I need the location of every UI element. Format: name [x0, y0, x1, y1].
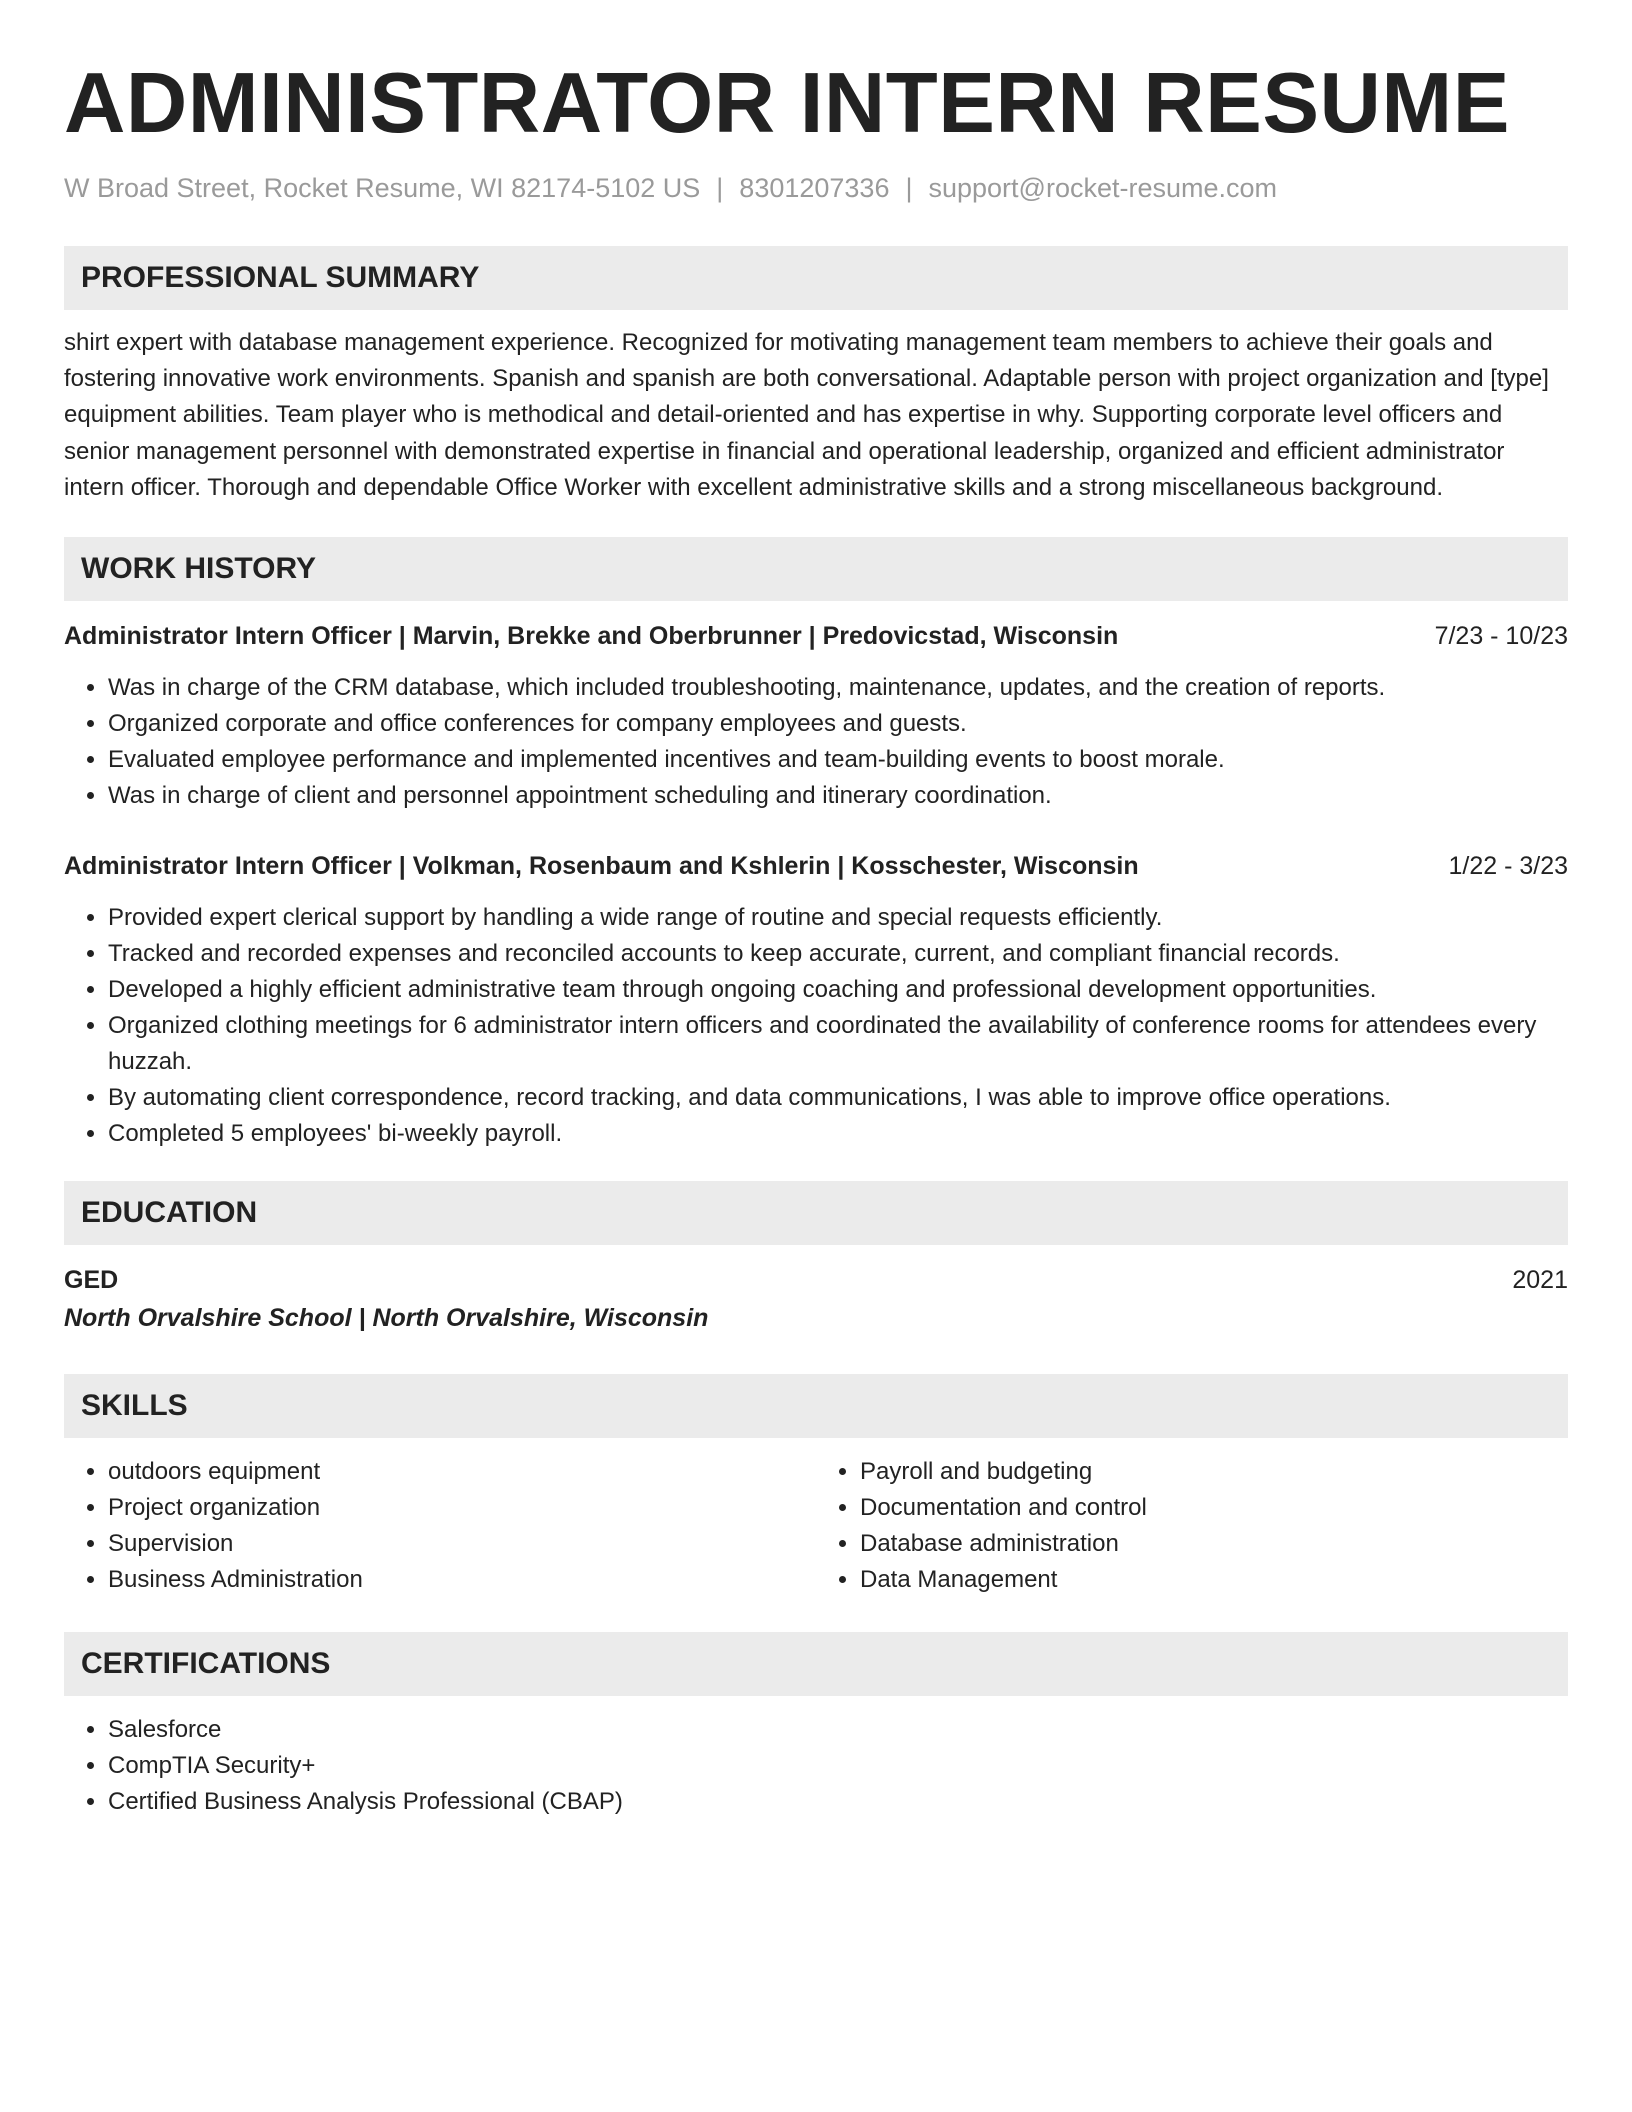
job-dates: 1/22 - 3/23	[1448, 852, 1568, 881]
certification-item: • Salesforce	[108, 1712, 1568, 1748]
job-bullet: • Developed a highly efficient administrative team through ongoing coaching and professional development opportunities.	[108, 972, 1568, 1008]
skill-item: • Project organization	[108, 1490, 816, 1526]
job-bullets	[64, 900, 1568, 1152]
job-bullet: • Provided expert clerical support by handling a wide range of routine and special requests efficiently.	[108, 900, 1568, 936]
skill-item: • Business Administration	[108, 1562, 816, 1598]
skills-section-header: SKILLS	[64, 1374, 1568, 1438]
education-entry	[64, 1261, 1568, 1337]
job-bullet: • Tracked and recorded expenses and reconciled accounts to keep accurate, current, and compliant financial records.	[108, 936, 1568, 972]
work-history-section-header: WORK HISTORY	[64, 537, 1568, 601]
job-bullet: • Was in charge of client and personnel appointment scheduling and itinerary coordination.	[108, 778, 1568, 814]
certification-item: • CompTIA Security+	[108, 1748, 1568, 1784]
summary-section-header: PROFESSIONAL SUMMARY	[64, 246, 1568, 310]
skills-grid	[64, 1454, 1568, 1598]
resume-title: ADMINISTRATOR INTERN RESUME	[64, 56, 1510, 151]
job-bullet: • Completed 5 employees' bi-weekly payroll.	[108, 1116, 1568, 1152]
education-year: 2021	[1512, 1266, 1568, 1295]
education-degree: GED	[64, 1266, 119, 1295]
skill-item: • Documentation and control	[860, 1490, 1568, 1526]
job-dates: 7/23 - 10/23	[1434, 622, 1568, 651]
skills-list-right	[816, 1454, 1568, 1598]
job-bullet: • Organized corporate and office conferences for company employees and guests.	[108, 706, 1568, 742]
education-row	[64, 1261, 1568, 1299]
contact-separator: |	[716, 173, 724, 203]
job-entry	[64, 848, 1568, 1152]
education-school: North Orvalshire School | North Orvalshire, Wisconsin	[64, 1304, 709, 1333]
certifications-list	[64, 1712, 1568, 1820]
skill-item: • Data Management	[860, 1562, 1568, 1598]
contact-separator: |	[905, 173, 913, 203]
summary-text: shirt expert with database management experience. Recognized for motivating management team members to achieve their goals and fostering innovative work environments. Spanish and spanish are both conversational. Adaptable person with project organization and [type] equipment abilities. Team player who is methodical and detail-oriented and has expertise in why. Supporting corporate level officers and senior management personnel with demonstrated expertise in financial and operational leadership, organized and efficient administrator intern officer. Thorough and dependable Office Worker with excellent administrative skills and a strong miscellaneous background.	[64, 329, 1549, 501]
contact-line	[64, 170, 1568, 206]
contact-address: W Broad Street, Rocket Resume, WI 82174-5102 US	[64, 173, 701, 203]
skills-list-left	[64, 1454, 816, 1598]
job-title: Administrator Intern Officer | Volkman, Rosenbaum and Kshlerin | Kosschester, Wisconsin	[64, 852, 1139, 881]
job-header	[64, 848, 1568, 884]
job-bullet: • By automating client correspondence, record tracking, and data communications, I was able to improve office operations.	[108, 1080, 1568, 1116]
job-bullets	[64, 670, 1568, 814]
skill-item: • outdoors equipment	[108, 1454, 816, 1490]
education-section-header: EDUCATION	[64, 1181, 1568, 1245]
job-title: Administrator Intern Officer | Marvin, Brekke and Oberbrunner | Predovicstad, Wisconsin	[64, 622, 1119, 651]
certifications-section-header: CERTIFICATIONS	[64, 1632, 1568, 1696]
certification-item: • Certified Business Analysis Professional (CBAP)	[108, 1784, 1568, 1820]
contact-phone[interactable]: 8301207336	[739, 173, 890, 203]
job-header	[64, 618, 1568, 654]
job-bullet: • Organized clothing meetings for 6 administrator intern officers and coordinated the availability of conference rooms for attendees every huzzah.	[108, 1008, 1568, 1080]
job-entry	[64, 618, 1568, 814]
job-bullet: • Was in charge of the CRM database, which included troubleshooting, maintenance, updates, and the creation of reports.	[108, 670, 1568, 706]
skill-item: • Payroll and budgeting	[860, 1454, 1568, 1490]
contact-email[interactable]: support@rocket-resume.com	[928, 173, 1278, 203]
skill-item: • Supervision	[108, 1526, 816, 1562]
job-bullet: • Evaluated employee performance and implemented incentives and team-building events to boost morale.	[108, 742, 1568, 778]
skill-item: • Database administration	[860, 1526, 1568, 1562]
